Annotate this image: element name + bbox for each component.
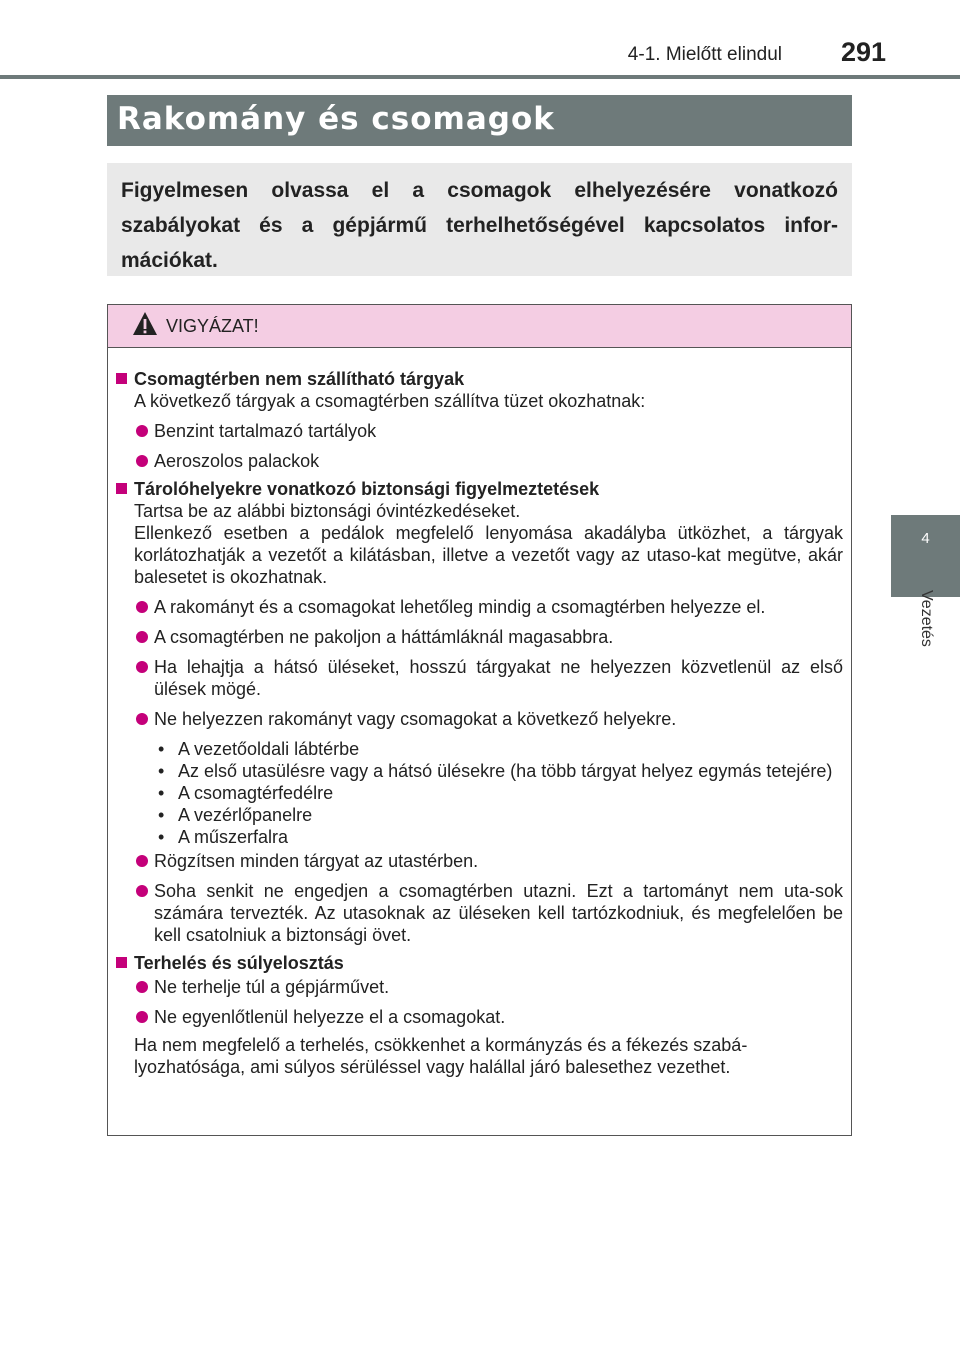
paragraph: A következő tárgyak a csomagtérben szállítva tüzet okozhatnak: — [134, 391, 646, 411]
chapter-label: Vezetés — [918, 590, 935, 647]
page-title: Rakomány és csomagok — [107, 95, 852, 146]
header-rule — [0, 75, 960, 79]
section-heading: Csomagtérben nem szállítható tárgyak — [114, 368, 843, 390]
section-reference: 4-1. Mielőtt elindul — [627, 44, 782, 65]
page-header — [0, 0, 960, 80]
paragraph: Ellenkező esetben a pedálok megfelelő lenyomása akadályba ütközhet, a tárgyak korlátozhatják a vezetőt a kilátásban, illetve a vezetőt vagy az utaso-kat megütve, akár balesetet is okozhatnak. — [134, 523, 843, 587]
bullet-item: Ne terhelje túl a gépjárművet. — [114, 976, 843, 998]
sub-item: • Az első utasülésre vagy a hátsó ülésekre (ha több tárgyat helyez egymás tetejére) — [114, 760, 843, 782]
warning-header — [108, 305, 851, 348]
bullet-item: A rakományt és a csomagokat lehetőleg mindig a csomagtérben helyezze el. — [114, 596, 843, 618]
sub-item: • A vezetőoldali lábtérbe — [114, 738, 843, 760]
chapter-number: 4 — [921, 530, 930, 547]
sub-item: • A csomagtérfedélre — [114, 782, 843, 804]
warning-box — [107, 304, 852, 1136]
bullet-item: Ne egyenlőtlenül helyezze el a csomagokat. — [114, 1006, 843, 1028]
section-heading: Tárolóhelyekre vonatkozó biztonsági figyelmeztetések — [114, 478, 843, 500]
bullet-item: Rögzítsen minden tárgyat az utastérben. — [114, 850, 843, 872]
sub-item: • A műszerfalra — [114, 826, 843, 848]
bullet-item: Ne helyezzen rakományt vagy csomagokat a következő helyekre. — [114, 708, 843, 730]
paragraph: Ha nem megfelelő a terhelés, csökkenhet a kormányzás és a fékezés szabá-lyozhatósága, ami súlyos sérüléssel vagy halállal járó balesethez vezethet. — [134, 1035, 748, 1077]
paragraph: Tartsa be az alábbi biztonsági óvintézkedéseket. — [134, 501, 521, 521]
section-heading: Terhelés és súlyelosztás — [114, 952, 843, 974]
bullet-item: A csomagtérben ne pakoljon a háttámláknál magasabbra. — [114, 626, 843, 648]
chapter-tab — [891, 515, 960, 597]
warning-heading: VIGYÁZAT! — [166, 316, 259, 336]
bullet-item: Ha lehajtja a hátsó üléseket, hosszú tárgyakat ne helyezzen közvetlenül az első ülések mögé. — [114, 656, 843, 700]
sub-list — [114, 738, 843, 848]
sub-item: • A vezérlőpanelre — [114, 804, 843, 826]
bullet-item: Aeroszolos palackok — [114, 450, 843, 472]
bullet-item: Benzint tartalmazó tartályok — [114, 420, 843, 442]
bullet-item: Soha senkit ne engedjen a csomagtérben utazni. Ezt a tartományt nem uta-sok számára tervezték. Az utasoknak az üléseken kell tartózkodniuk, és megfelelően be kell csatolniuk a biztonsági övet. — [114, 880, 843, 946]
intro-box: Figyelmesen olvassa el a csomagok elhelyezésére vonatkozó szabályokat és a gépjármű terhelhetőségével kapcsolatos infor-mációkat. — [107, 163, 852, 276]
warning-triangle-icon — [132, 311, 158, 337]
page-number: 291 — [840, 37, 886, 67]
warning-body — [108, 348, 851, 1078]
